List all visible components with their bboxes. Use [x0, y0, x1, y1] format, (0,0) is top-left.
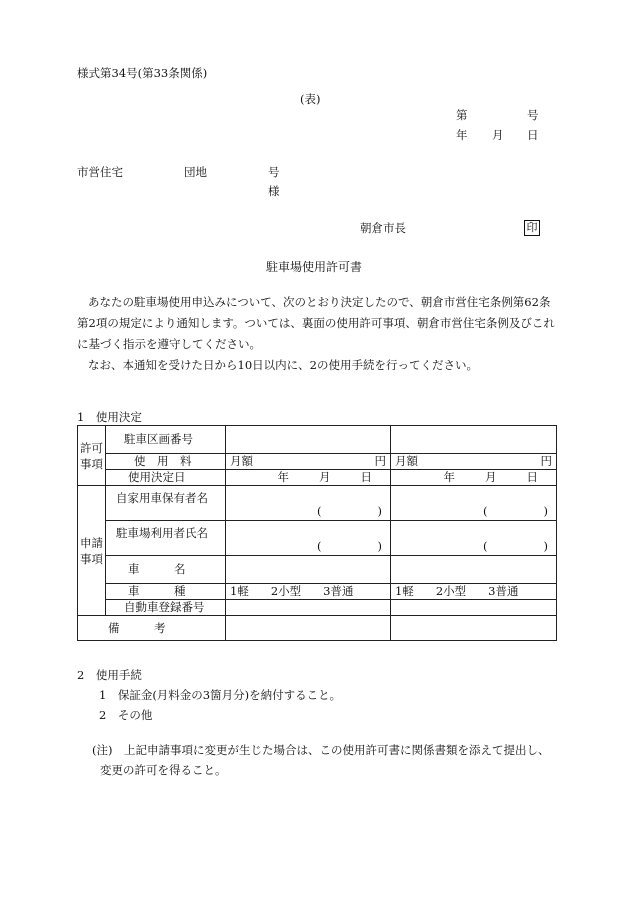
reg-cell-1 — [226, 600, 391, 616]
issue-date-month: 月 — [492, 128, 504, 142]
carname-cell-1 — [226, 556, 391, 584]
issue-date-day: 日 — [527, 128, 539, 142]
cartype-cell-1: 1軽 2小型 3普通 — [226, 584, 391, 600]
date-cell-1: 年 月 日 — [226, 470, 391, 486]
row-remarks-label: 備 考 — [78, 616, 226, 641]
addressee-housing: 市営住宅 — [77, 165, 123, 179]
seal-stamp: 印 — [524, 220, 540, 236]
addressee-sama: 様 — [268, 184, 280, 198]
note-line-1: (注) 上記申請事項に変更が生じた場合は、この使用許可書に関係書類を添えて提出し、 — [92, 743, 550, 757]
row-carname-label: 車 名 — [106, 556, 226, 584]
owner-cell-1: ( ) — [226, 486, 391, 521]
group-apply: 申請事項 — [78, 486, 106, 616]
addressee-danchi: 団地 — [184, 165, 207, 179]
remarks-cell-2 — [391, 616, 557, 641]
owner-cell-2: ( ) — [391, 486, 557, 521]
procedure-item-1: 1 保証金(月料金の3箇月分)を納付すること。 — [99, 688, 342, 702]
row-fee-label: 使 用 料 — [106, 454, 226, 470]
issue-date-year: 年 — [456, 128, 468, 142]
row-user-label: 駐車場利用者氏名 — [106, 521, 226, 556]
issue-no-go: 号 — [527, 108, 539, 122]
fee-cell-2: 月額 円 — [391, 454, 557, 470]
row-lot-label: 駐車区画番号 — [106, 426, 226, 454]
lot-value-1 — [226, 426, 391, 454]
issue-no-dai: 第 — [456, 108, 468, 122]
lot-value-2 — [391, 426, 557, 454]
decision-table — [77, 425, 557, 641]
row-cartype-label: 車 種 — [106, 584, 226, 600]
user-cell-1: ( ) — [226, 521, 391, 556]
section2-heading: 2 使用手続 — [77, 668, 142, 682]
section1-heading: 1 使用決定 — [77, 410, 142, 424]
remarks-cell-1 — [226, 616, 391, 641]
body-paragraph-1: あなたの駐車場使用申込みについて、次のとおり決定したので、朝倉市営住宅条例第62条第2項の規定により通知します。ついては、裏面の使用許可事項、朝倉市営住宅条例及びこれに基づく指示を遵守してください。 — [77, 295, 555, 351]
row-date-label: 使用決定日 — [106, 470, 226, 486]
cartype-cell-2: 1軽 2小型 3普通 — [391, 584, 557, 600]
carname-cell-2 — [391, 556, 557, 584]
group-permit: 許可事項 — [78, 426, 106, 486]
fee-cell-1: 月額 円 — [226, 454, 391, 470]
date-cell-2: 年 月 日 — [391, 470, 557, 486]
addressee-go: 号 — [268, 165, 280, 179]
row-reg-label: 自動車登録番号 — [106, 600, 226, 616]
note-line-2: 変更の許可を得ること。 — [100, 763, 227, 777]
user-cell-2: ( ) — [391, 521, 557, 556]
row-owner-label: 自家用車保有者名 — [106, 486, 226, 521]
side-label: (表) — [300, 92, 321, 106]
body-paragraph-2: なお、本通知を受けた日から10日以内に、2の使用手続を行ってください。 — [88, 358, 478, 372]
page-title: 駐車場使用許可書 — [266, 260, 363, 274]
form-number: 様式第34号(第33条関係) — [77, 66, 208, 80]
issuer-name: 朝倉市長 — [360, 221, 406, 235]
reg-cell-2 — [391, 600, 557, 616]
procedure-item-2: 2 その他 — [99, 708, 153, 722]
